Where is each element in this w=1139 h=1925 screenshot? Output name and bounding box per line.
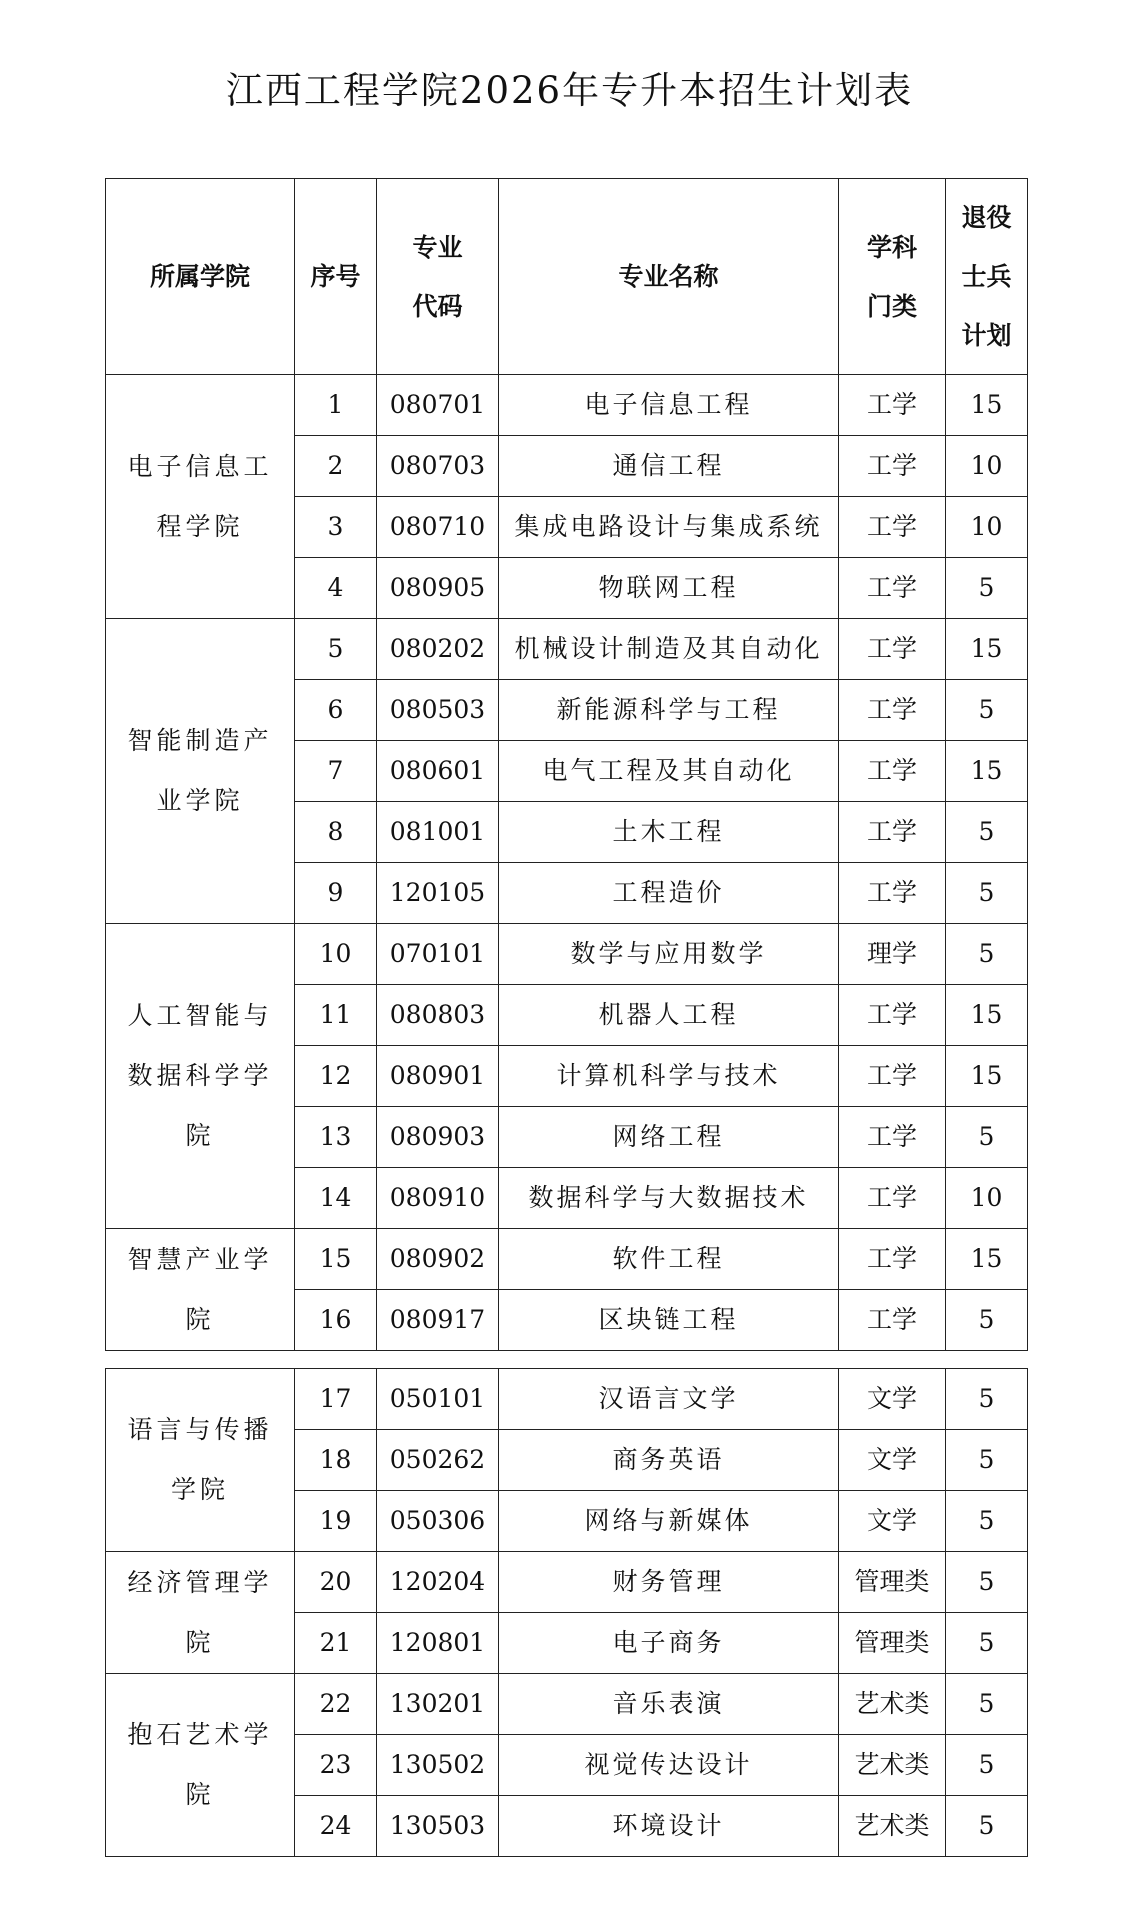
college-name: 智能制造产业学院 xyxy=(127,726,273,815)
major-code: 080905 xyxy=(377,558,499,619)
major-name: 土木工程 xyxy=(499,802,839,863)
college-name: 人工智能与数据科学学院 xyxy=(127,1001,273,1150)
major-code: 080202 xyxy=(377,619,499,680)
table-row xyxy=(106,1229,1028,1290)
discipline-category: 工学 xyxy=(839,863,946,924)
college-cell xyxy=(106,1229,295,1351)
veteran-plan: 5 xyxy=(946,1674,1028,1735)
major-code: 080910 xyxy=(377,1168,499,1229)
discipline-category: 理学 xyxy=(839,924,946,985)
college-cell xyxy=(106,1369,295,1552)
header-college-text: 所属学院 xyxy=(149,261,250,291)
college-cell xyxy=(106,619,295,924)
serial-number: 3 xyxy=(295,497,377,558)
major-code: 050262 xyxy=(377,1430,499,1491)
major-name: 汉语言文学 xyxy=(499,1369,839,1430)
header-college xyxy=(106,179,295,375)
serial-number: 10 xyxy=(295,924,377,985)
veteran-plan: 5 xyxy=(946,1491,1028,1552)
header-no xyxy=(295,179,377,375)
major-code: 130201 xyxy=(377,1674,499,1735)
major-name: 电子信息工程 xyxy=(499,375,839,436)
college-name: 电子信息工程学院 xyxy=(127,451,273,541)
major-code: 050306 xyxy=(377,1491,499,1552)
major-code: 050101 xyxy=(377,1369,499,1430)
veteran-plan: 5 xyxy=(946,558,1028,619)
header-category xyxy=(839,179,946,375)
discipline-category: 工学 xyxy=(839,497,946,558)
discipline-category: 文学 xyxy=(839,1491,946,1552)
table-row xyxy=(106,619,1028,680)
serial-number: 16 xyxy=(295,1290,377,1351)
discipline-category: 工学 xyxy=(839,1046,946,1107)
discipline-category: 工学 xyxy=(839,375,946,436)
major-code: 130502 xyxy=(377,1735,499,1796)
veteran-plan: 5 xyxy=(946,1735,1028,1796)
major-name: 物联网工程 xyxy=(499,558,839,619)
major-name: 集成电路设计与集成系统 xyxy=(499,497,839,558)
serial-number: 2 xyxy=(295,436,377,497)
discipline-category: 工学 xyxy=(839,1168,946,1229)
serial-number: 15 xyxy=(295,1229,377,1290)
header-category-text: 学科门类 xyxy=(866,232,917,321)
veteran-plan: 10 xyxy=(946,436,1028,497)
major-code: 080902 xyxy=(377,1229,499,1290)
major-name: 机械设计制造及其自动化 xyxy=(499,619,839,680)
veteran-plan: 5 xyxy=(946,1613,1028,1674)
veteran-plan: 5 xyxy=(946,1552,1028,1613)
college-name: 经济管理学院 xyxy=(127,1567,273,1657)
veteran-plan: 15 xyxy=(946,1046,1028,1107)
college-cell xyxy=(106,375,295,619)
serial-number: 23 xyxy=(295,1735,377,1796)
major-name: 工程造价 xyxy=(499,863,839,924)
header-name-text: 专业名称 xyxy=(618,261,719,291)
discipline-category: 文学 xyxy=(839,1430,946,1491)
serial-number: 5 xyxy=(295,619,377,680)
veteran-plan: 10 xyxy=(946,497,1028,558)
veteran-plan: 10 xyxy=(946,1168,1028,1229)
header-no-text: 序号 xyxy=(310,261,361,291)
discipline-category: 管理类 xyxy=(839,1552,946,1613)
discipline-category: 工学 xyxy=(839,1290,946,1351)
discipline-category: 工学 xyxy=(839,985,946,1046)
college-cell xyxy=(106,1674,295,1857)
header-code-text: 专业代码 xyxy=(412,232,463,321)
major-code: 080703 xyxy=(377,436,499,497)
veteran-plan: 5 xyxy=(946,1107,1028,1168)
veteran-plan: 5 xyxy=(946,802,1028,863)
veteran-plan: 5 xyxy=(946,924,1028,985)
major-name: 数据科学与大数据技术 xyxy=(499,1168,839,1229)
major-code: 120801 xyxy=(377,1613,499,1674)
major-name: 环境设计 xyxy=(499,1796,839,1857)
header-name xyxy=(499,179,839,375)
discipline-category: 工学 xyxy=(839,558,946,619)
veteran-plan: 15 xyxy=(946,1229,1028,1290)
serial-number: 11 xyxy=(295,985,377,1046)
serial-number: 12 xyxy=(295,1046,377,1107)
header-plan-text: 退役士兵计划 xyxy=(961,203,1012,350)
college-cell xyxy=(106,924,295,1229)
table-body-2 xyxy=(106,1369,1028,1857)
table-row xyxy=(106,924,1028,985)
major-code: 070101 xyxy=(377,924,499,985)
serial-number: 24 xyxy=(295,1796,377,1857)
serial-number: 7 xyxy=(295,741,377,802)
major-name: 商务英语 xyxy=(499,1430,839,1491)
major-name: 数学与应用数学 xyxy=(499,924,839,985)
serial-number: 8 xyxy=(295,802,377,863)
major-name: 视觉传达设计 xyxy=(499,1735,839,1796)
discipline-category: 文学 xyxy=(839,1369,946,1430)
veteran-plan: 5 xyxy=(946,680,1028,741)
major-code: 120204 xyxy=(377,1552,499,1613)
major-code: 080503 xyxy=(377,680,499,741)
major-code: 081001 xyxy=(377,802,499,863)
major-code: 080803 xyxy=(377,985,499,1046)
major-name: 音乐表演 xyxy=(499,1674,839,1735)
serial-number: 18 xyxy=(295,1430,377,1491)
serial-number: 21 xyxy=(295,1613,377,1674)
major-code: 120105 xyxy=(377,863,499,924)
serial-number: 17 xyxy=(295,1369,377,1430)
discipline-category: 工学 xyxy=(839,802,946,863)
discipline-category: 工学 xyxy=(839,619,946,680)
major-code: 080917 xyxy=(377,1290,499,1351)
major-code: 080903 xyxy=(377,1107,499,1168)
veteran-plan: 5 xyxy=(946,863,1028,924)
serial-number: 22 xyxy=(295,1674,377,1735)
serial-number: 20 xyxy=(295,1552,377,1613)
college-name: 语言与传播学院 xyxy=(127,1415,273,1504)
college-name: 抱石艺术学院 xyxy=(127,1720,273,1809)
table-row xyxy=(106,1552,1028,1613)
table-header-row xyxy=(106,179,1028,375)
veteran-plan: 5 xyxy=(946,1290,1028,1351)
discipline-category: 艺术类 xyxy=(839,1796,946,1857)
discipline-category: 工学 xyxy=(839,1107,946,1168)
major-name: 网络工程 xyxy=(499,1107,839,1168)
discipline-category: 工学 xyxy=(839,1229,946,1290)
serial-number: 6 xyxy=(295,680,377,741)
discipline-category: 工学 xyxy=(839,741,946,802)
major-code: 080701 xyxy=(377,375,499,436)
enrollment-plan-table-1 xyxy=(105,178,1028,1351)
major-name: 机器人工程 xyxy=(499,985,839,1046)
major-code: 080601 xyxy=(377,741,499,802)
major-name: 电气工程及其自动化 xyxy=(499,741,839,802)
serial-number: 13 xyxy=(295,1107,377,1168)
serial-number: 4 xyxy=(295,558,377,619)
table-row xyxy=(106,1369,1028,1430)
veteran-plan: 5 xyxy=(946,1796,1028,1857)
major-name: 软件工程 xyxy=(499,1229,839,1290)
veteran-plan: 15 xyxy=(946,741,1028,802)
discipline-category: 工学 xyxy=(839,680,946,741)
major-code: 080710 xyxy=(377,497,499,558)
enrollment-plan-table-2 xyxy=(105,1368,1028,1857)
header-plan xyxy=(946,179,1028,375)
serial-number: 14 xyxy=(295,1168,377,1229)
discipline-category: 管理类 xyxy=(839,1613,946,1674)
table-row xyxy=(106,1674,1028,1735)
header-code xyxy=(377,179,499,375)
veteran-plan: 15 xyxy=(946,375,1028,436)
veteran-plan: 5 xyxy=(946,1369,1028,1430)
major-name: 区块链工程 xyxy=(499,1290,839,1351)
major-code: 080901 xyxy=(377,1046,499,1107)
major-name: 财务管理 xyxy=(499,1552,839,1613)
veteran-plan: 5 xyxy=(946,1430,1028,1491)
discipline-category: 工学 xyxy=(839,436,946,497)
college-name: 智慧产业学院 xyxy=(127,1244,273,1334)
discipline-category: 艺术类 xyxy=(839,1735,946,1796)
serial-number: 1 xyxy=(295,375,377,436)
major-name: 网络与新媒体 xyxy=(499,1491,839,1552)
page-title: 江西工程学院2026年专升本招生计划表 xyxy=(225,69,914,112)
discipline-category: 艺术类 xyxy=(839,1674,946,1735)
major-name: 通信工程 xyxy=(499,436,839,497)
college-cell xyxy=(106,1552,295,1674)
major-code: 130503 xyxy=(377,1796,499,1857)
table-body-1 xyxy=(106,375,1028,1351)
table-row xyxy=(106,375,1028,436)
veteran-plan: 15 xyxy=(946,985,1028,1046)
serial-number: 19 xyxy=(295,1491,377,1552)
major-name: 电子商务 xyxy=(499,1613,839,1674)
veteran-plan: 15 xyxy=(946,619,1028,680)
serial-number: 9 xyxy=(295,863,377,924)
major-name: 新能源科学与工程 xyxy=(499,680,839,741)
major-name: 计算机科学与技术 xyxy=(499,1046,839,1107)
